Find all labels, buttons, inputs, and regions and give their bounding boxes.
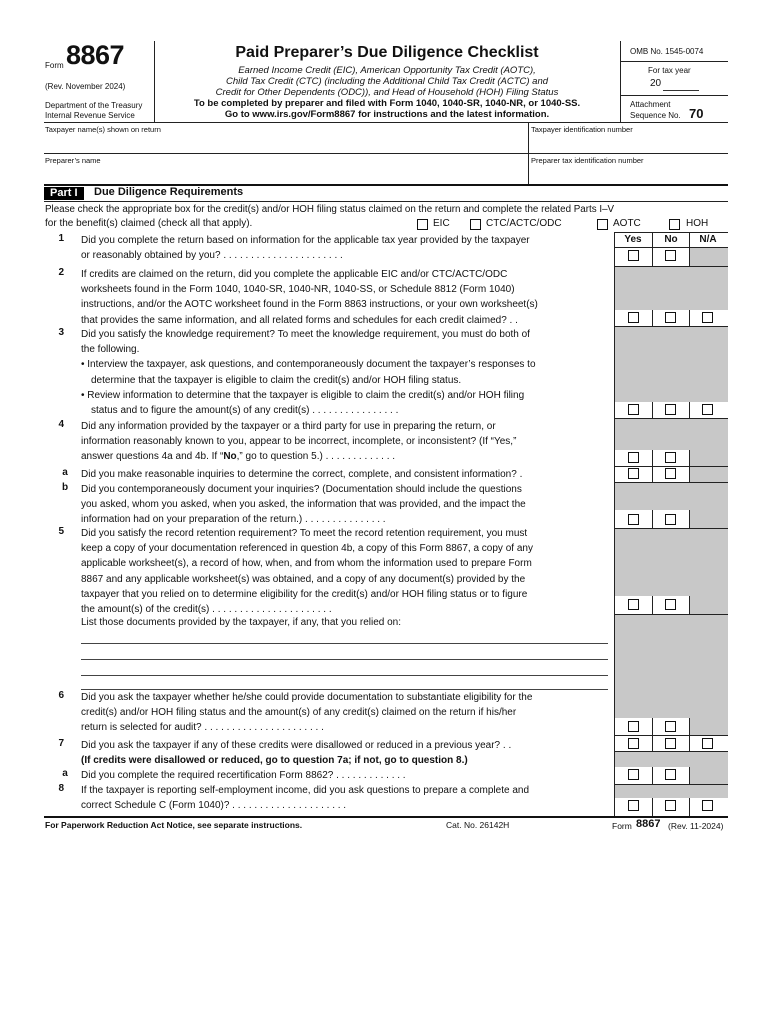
q3-bullet-line: • Interview the taxpayer, ask questions, and contemporaneously document the taxpayer’s responses to <box>81 359 536 371</box>
grid-row-rule <box>614 266 728 267</box>
q5-line: keep a copy of your documentation referenced in question 4b, a copy of this Form 8867, a copy of any <box>81 543 533 555</box>
grid-row-rule <box>614 784 728 785</box>
grid-shade-q5 <box>615 528 728 596</box>
grid-row-rule <box>614 466 728 467</box>
q4b-line: Did you contemporaneously document your inquiries? (Documentation should include the questions <box>81 484 522 495</box>
q4b-no-checkbox[interactable] <box>665 514 676 525</box>
q6-no-checkbox[interactable] <box>665 721 676 732</box>
department-label: Department of the Treasury <box>45 101 143 110</box>
q5-list-prompt: List those documents provided by the taxpayer, if any, that you relied on: <box>81 617 402 628</box>
q8-line: correct Schedule C (Form 1040)? . . . . . . . . . . . . . . . . . . . . . <box>81 800 347 812</box>
q4b-yes-checkbox[interactable] <box>628 514 639 525</box>
q2-text <box>81 267 607 328</box>
column-head-no: No <box>664 234 678 245</box>
taxpayer-name-field[interactable] <box>44 123 528 153</box>
grid-shade-na-q1 <box>690 247 728 266</box>
part1-intro-line-1: Please check the appropriate box for the credit(s) and/or HOH filing status claimed on the return and complete the related Parts I–V <box>45 204 615 215</box>
grid-line-yes-no <box>652 232 653 816</box>
q6-number: 6 <box>58 690 64 701</box>
taxpayer-id-field[interactable] <box>529 123 728 153</box>
q4-yes-checkbox[interactable] <box>628 452 639 463</box>
tax-year-divider <box>620 95 728 96</box>
q6-line: credit(s) and/or HOH filing status and the amount(s) of any credit(s) claimed on the return if his/her <box>81 707 517 719</box>
grid-shade-q5-list <box>615 614 728 718</box>
grid-row-rule <box>614 614 728 615</box>
q2-number: 2 <box>58 267 64 278</box>
grid-row-rule <box>614 326 728 327</box>
q8-yes-checkbox[interactable] <box>628 800 639 811</box>
q8-number: 8 <box>58 783 64 794</box>
credit-eic-checkbox[interactable] <box>417 219 428 230</box>
part1-title: Due Diligence Requirements <box>94 186 244 198</box>
q4-line-part: answer questions 4a and 4b. If “ <box>81 451 224 463</box>
grid-shade-q4b <box>615 482 728 510</box>
q7a-letter: a <box>62 768 68 779</box>
footer-revision: (Rev. 11-2024) <box>668 821 724 831</box>
preparer-tin-field[interactable] <box>529 154 728 184</box>
q4-number: 4 <box>58 419 64 430</box>
form-revision: (Rev. November 2024) <box>45 82 126 91</box>
q7a-no-checkbox[interactable] <box>665 769 676 780</box>
irs-label: Internal Revenue Service <box>45 111 135 120</box>
q4-line <box>81 449 607 464</box>
q7a-line: Did you complete the required recertification Form 8862? . . . . . . . . . . . . . <box>81 770 406 781</box>
q3-number: 3 <box>58 327 64 338</box>
q7-yes-checkbox[interactable] <box>628 738 639 749</box>
grid-line-left <box>614 232 615 816</box>
q1-line: or reasonably obtained by you? . . . . . . . . . . . . . . . . . . . . . . <box>81 250 343 262</box>
q3-bullet-line: status and to figure the amount(s) of any credit(s) . . . . . . . . . . . . . . . . <box>91 405 399 417</box>
q4b-text <box>81 482 607 528</box>
q1-line: Did you complete the return based on information for the applicable tax year provided by the taxpayer <box>81 235 530 246</box>
q5-documents-line-2[interactable] <box>81 659 608 660</box>
footer-form-label: Form <box>612 821 632 831</box>
q5-line: the amount(s) of the credit(s) . . . . . . . . . . . . . . . . . . . . . . <box>81 604 332 616</box>
q3-text <box>81 327 607 418</box>
attachment-label: Attachment <box>630 100 671 109</box>
tax-year-label: For tax year <box>648 66 691 75</box>
grid-top-rule <box>614 232 728 233</box>
q5-no-checkbox[interactable] <box>665 599 676 610</box>
q5-yes-checkbox[interactable] <box>628 599 639 610</box>
q5-line: taxpayer that you relied on to determine eligibility for the credit(s) and/or HOH filing status or to figure <box>81 588 528 600</box>
q5-documents-line-1[interactable] <box>81 643 608 644</box>
q8-na-checkbox[interactable] <box>702 800 713 811</box>
part1-badge: Part I <box>44 187 84 200</box>
q5-line: Did you satisfy the record retention requirement? To meet the record retention requirement, you must <box>81 528 528 539</box>
grid-shade-na-q4a <box>690 466 728 482</box>
q4b-line: you asked, whom you asked, when you asked, the information that was provided, and the impact the <box>81 499 526 511</box>
q4a-text <box>81 467 607 482</box>
grid-shade-na-q4b <box>690 510 728 528</box>
grid-shade-na-q7a <box>690 767 728 784</box>
q5-text <box>81 526 607 617</box>
catalog-number: Cat. No. 26142H <box>446 820 510 830</box>
q5-line: 8867 and any applicable worksheet(s) was obtained, and a copy of any document(s) provided by the <box>81 573 526 585</box>
grid-shade-na-q6 <box>690 718 728 735</box>
q3-na-checkbox[interactable] <box>702 404 713 415</box>
grid-shade-na-q5 <box>690 596 728 614</box>
q6-line: return is selected for audit? . . . . . . . . . . . . . . . . . . . . . . <box>81 722 324 734</box>
credit-aotc-label: AOTC <box>613 218 641 229</box>
q3-line: Did you satisfy the knowledge requirement? To meet the knowledge requirement, you must do both of <box>81 329 530 340</box>
q4-no-word: No <box>223 451 237 463</box>
q8-line: If the taxpayer is reporting self-employment income, did you ask questions to prepare a complete and <box>81 785 530 796</box>
grid-row-rule <box>614 751 728 752</box>
preparer-name-field[interactable] <box>44 154 528 184</box>
grid-shade-na-q4 <box>690 450 728 466</box>
q1-number: 1 <box>58 233 64 244</box>
q7-number: 7 <box>58 738 64 749</box>
form-title: Paid Preparer’s Due Diligence Checklist <box>235 44 539 61</box>
grid-row-rule <box>614 418 728 419</box>
q7-no-checkbox[interactable] <box>665 738 676 749</box>
tax-year-input-line[interactable] <box>663 90 699 91</box>
q4a-yes-checkbox[interactable] <box>628 468 639 479</box>
grid-row-rule <box>614 735 728 736</box>
credit-hoh-checkbox[interactable] <box>669 219 680 230</box>
q6-text <box>81 690 607 736</box>
q7-text <box>81 738 607 768</box>
q4b-letter: b <box>61 482 69 493</box>
form-subtitle-1: Earned Income Credit (EIC), American Opportunity Tax Credit (AOTC), <box>238 65 536 76</box>
form-subtitle-3: Credit for Other Dependents (ODC)), and Head of Household (HOH) Filing Status <box>215 87 559 98</box>
taxpayer-id-label: Taxpayer identification number <box>531 125 633 134</box>
q7-na-checkbox[interactable] <box>702 738 713 749</box>
q2-line: If credits are claimed on the return, did you complete the applicable EIC and/or CTC/ACTC/ODC <box>81 269 508 280</box>
q3-bullet-line: determine that the taxpayer is eligible to claim the credit(s) and/or HOH filing status. <box>91 374 462 386</box>
grid-shade-q7-sub <box>615 751 728 767</box>
grid-shade-q4 <box>615 418 728 450</box>
q7-instruction: (If credits were disallowed or reduced, go to question 7a; if not, go to question 8.) <box>81 755 468 767</box>
q5-documents-line-3[interactable] <box>81 675 608 676</box>
q4a-letter: a <box>62 467 68 478</box>
form-number: 8867 <box>66 40 125 70</box>
q3-yes-checkbox[interactable] <box>628 404 639 415</box>
q4-line: information reasonably known to you, appear to be incorrect, incomplete, or inconsistent? (If “Yes,” <box>81 436 517 448</box>
q2-line: that provides the same information, and all related forms and schedules for each credit claimed? . . <box>81 314 518 326</box>
q2-line: worksheets found in the Form 1040, 1040-SR, 1040-NR, 1040-SS, or Schedule 8812 (Form 1040) <box>81 284 515 296</box>
q2-yes-checkbox[interactable] <box>628 312 639 323</box>
footer-rule <box>44 816 728 818</box>
q5-line: applicable worksheet(s), a record of how, when, and from whom the information used to prepare Form <box>81 558 532 570</box>
q4b-line: information had on your preparation of the return.) . . . . . . . . . . . . . . . <box>81 514 386 526</box>
q8-no-checkbox[interactable] <box>665 800 676 811</box>
q2-na-checkbox[interactable] <box>702 312 713 323</box>
q1-yes-checkbox[interactable] <box>628 250 639 261</box>
q2-no-checkbox[interactable] <box>665 312 676 323</box>
q8-text <box>81 783 607 813</box>
form-subtitle-2: Child Tax Credit (CTC) (including the Additional Child Tax Credit (ACTC) and <box>225 76 549 87</box>
q4-line-part: ,” go to question 5.) . . . . . . . . . . . . . <box>236 451 396 463</box>
preparer-tin-label: Preparer tax identification number <box>531 156 644 165</box>
omb-divider <box>620 61 728 62</box>
footer-form-number: 8867 <box>636 818 661 830</box>
grid-shade-q8 <box>615 784 728 798</box>
q5-number: 5 <box>58 526 64 537</box>
preparer-name-label: Preparer’s name <box>45 156 101 165</box>
grid-shade-q2 <box>615 266 728 310</box>
form-label: Form <box>45 61 64 70</box>
credit-hoh-label: HOH <box>686 218 709 229</box>
taxpayer-name-label: Taxpayer name(s) shown on return <box>45 125 161 134</box>
q3-no-checkbox[interactable] <box>665 404 676 415</box>
part1-intro-line-2: for the benefit(s) claimed (check all that apply). <box>45 218 253 229</box>
omb-number: OMB No. 1545-0074 <box>630 47 704 56</box>
header-divider-right <box>620 41 621 122</box>
grid-row-rule <box>614 247 728 248</box>
grid-row-rule <box>614 482 728 483</box>
form-instruction-2: Go to www.irs.gov/Form8867 for instructions and the latest information. <box>224 109 550 120</box>
q4a-no-checkbox[interactable] <box>665 468 676 479</box>
q3-bullet-line: • Review information to determine that the taxpayer is eligible to claim the credit(s) and/or HOH filing <box>81 389 525 401</box>
q6-yes-checkbox[interactable] <box>628 721 639 732</box>
credit-eic-label: EIC <box>433 218 450 229</box>
q4-line: Did any information provided by the taxpayer or a third party for use in preparing the return, or <box>81 421 496 432</box>
credit-aotc-checkbox[interactable] <box>597 219 608 230</box>
q7a-yes-checkbox[interactable] <box>628 769 639 780</box>
q4a-line: Did you make reasonable inquiries to determine the correct, complete, and consistent information? . <box>81 469 523 480</box>
q3-line: the following. <box>81 344 140 356</box>
credit-ctc-label: CTC/ACTC/ODC <box>486 218 562 229</box>
sequence-number: 70 <box>689 106 704 121</box>
q1-no-checkbox[interactable] <box>665 250 676 261</box>
q7a-text <box>81 768 607 783</box>
column-head-na: N/A <box>699 234 717 245</box>
q4-no-checkbox[interactable] <box>665 452 676 463</box>
grid-shade-q3 <box>615 326 728 402</box>
q1-text <box>81 233 607 263</box>
grid-row-rule <box>614 528 728 529</box>
q6-line: Did you ask the taxpayer whether he/she could provide documentation to substantiate eligibility for the <box>81 692 533 703</box>
q4-text <box>81 419 607 465</box>
tax-year-prefix: 20 <box>650 78 662 89</box>
paperwork-notice: For Paperwork Reduction Act Notice, see separate instructions. <box>45 820 303 830</box>
q2-line: instructions, and/or the AOTC worksheet found in the Form 8863 instructions, or your own worksheet(s) <box>81 299 538 311</box>
credit-ctc-checkbox[interactable] <box>470 219 481 230</box>
sequence-label: Sequence No. <box>630 111 681 120</box>
q7-line: Did you ask the taxpayer if any of these credits were disallowed or reduced in a previous year? . . <box>81 740 512 751</box>
form-instruction-1: To be completed by preparer and filed with Form 1040, 1040-SR, 1040-NR, or 1040-SS. <box>193 98 581 109</box>
column-head-yes: Yes <box>624 234 642 245</box>
